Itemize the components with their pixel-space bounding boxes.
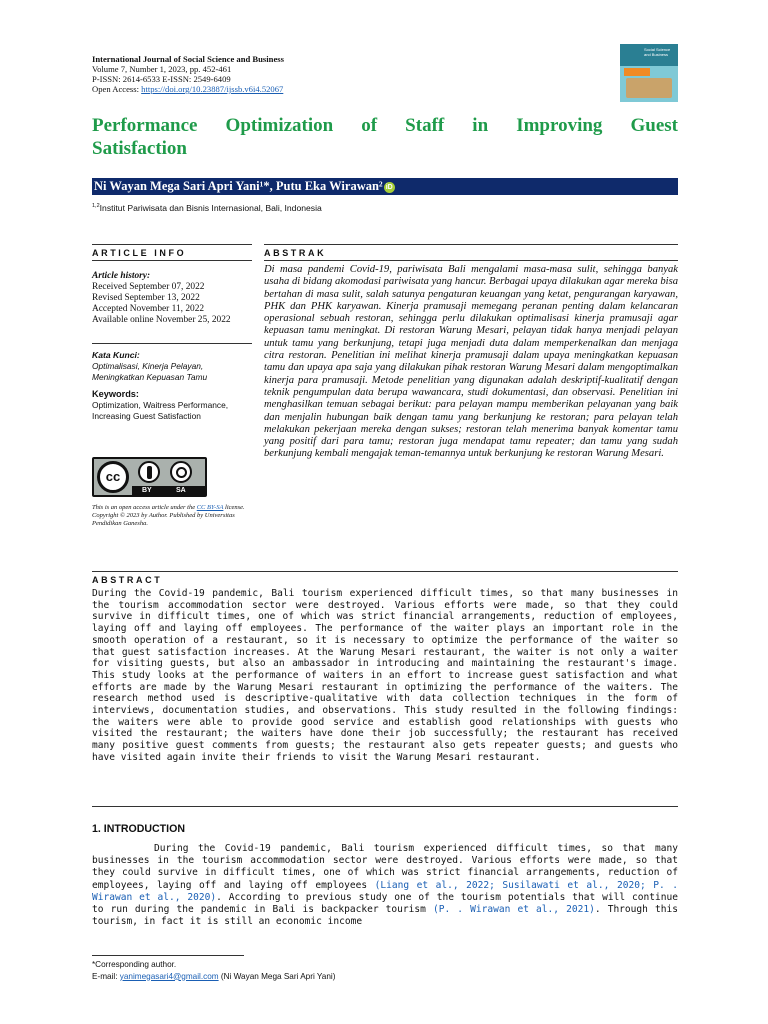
open-access-line <box>92 84 572 94</box>
affiliation-text: Institut Pariwisata dan Bisnis Internasional, Bali, Indonesia <box>99 203 322 213</box>
abstract-text: During the Covid-19 pandemic, Bali tourism experienced difficult times, so that many businesses in the tourism accommodation sector were destroyed. Various efforts were made, so that they could survive in difficult times, one of which was strict financial arrangements, reduction of employees, laying off and laying off employees. The performance of the waiter plays an important role in the smooth operation of a restaurant, so it is necessary to optimize the performance of the waiter so that guest satisfaction increases. At the Warung Mesari restaurant, the waiter is not only a waiter for visiting guests, but also an ambassador in introducing and maintaining the restaurant's image. This study looks at the performance of waiters in an effort to increase guest satisfaction and what efforts are made by the Warung Mesari restaurant in optimizing the performance of the waiters. The research method used is descriptive-qualitative with data collection techniques in the form of interviews, documentation studies, and observations. This study resulted in the following findings: the waiters were able to provide good service and establish good relationships with guests who visited the restaurant; the waiters have done their job successfully; the restaurant has received many positive guest comments from guests; the restaurant also gets repeater guests; and guests who have visited again invite their friends to visit the Warung Mesari restaurant. <box>92 588 678 763</box>
abstrak-heading: ABSTRAK <box>264 248 327 258</box>
cc-by-label: BY <box>142 487 152 494</box>
cc-terms-bar <box>132 486 205 496</box>
footnote <box>92 959 335 982</box>
abstrak-text: Di masa pandemi Covid-19, pariwisata Bali mengalami masa-masa sulit, sehingga banyak usaha di bidang akomodasi pariwisata yang hancur. Berbagai upaya dilakukan agar mereka bisa bertahan di masa sulit, salah satunya pengaturan keuangan yang ketat, pengurangan karyawan, PHK dan PHK karyawan. Kinerja pramusaji memegang peranan penting dalam kelancaran operasional sebuah restoran, sehingga perlu dilakukan optimalisasi kinerja pramusaji agar kepuasan tamu meningkat. Di restoran Warung Mesari, pelayan tidak hanya menjadi pelayan untuk tamu yang berkunjung, tetapi juga menjadi duta dalam memperkenalkan dan menjaga citra restoran. Penelitian ini melihat kinerja pramusaji dalam upaya meningkatkan kepuasan tamu dan upaya apa saja yang dilakukan pihak restoran Warung Mesari dalam mengoptimalkan kinerja para pramusaji. Metode penelitian yang digunakan adalah deskriptif-kualitatif dengan teknik pengumpulan data berupa wawancara, studi dokumentasi, dan observasi. Penelitian ini menghasilkan temuan sebagai berikut: para pelayan mampu memberikan pelayanan yang baik dan menjalin hubungan baik dengan tamu yang berkunjung ke restoran; para pelayan telah melakukan pekerjaan mereka dengan sukses; restoran telah menerima banyak komentar tamu yang positif dari para tamu; restoran juga mendapat tamu repeater; dan tamu yang sudah berkunjung kembali mengajak teman-temannya untuk berkunjung ke restoran Warung Mesari. <box>264 264 678 460</box>
citation-2[interactable]: (P. . Wirawan et al., 2021) <box>432 904 595 916</box>
affiliation <box>92 203 322 213</box>
volume-info: Volume 7, Number 1, 2023, pp. 452-461 <box>92 64 232 74</box>
article-info-column <box>92 271 252 422</box>
doi-link[interactable]: https://doi.org/10.23887/ijssb.v6i4.52067 <box>141 84 284 94</box>
article-info-heading: ARTICLE INFO <box>92 248 187 258</box>
cover-logo <box>624 68 650 76</box>
intro-text-2: . According to previous study one of the tourism potentials that will continue to run during the pandemic in Bali is backpacker tourism <box>92 891 679 916</box>
cc-license-badge[interactable] <box>92 457 207 497</box>
article-info-head-rule <box>92 260 252 261</box>
introduction-heading: 1. INTRODUCTION <box>92 823 185 835</box>
accepted-date: Accepted November 11, 2022 <box>92 304 205 314</box>
abstract-heading: ABSTRACT <box>92 575 163 585</box>
orcid-icon[interactable]: iD <box>385 183 393 191</box>
attribution-icon <box>138 461 160 483</box>
received-date: Received September 07, 2022 <box>92 282 205 292</box>
paper-title-line1: Performance Optimization of Staff in Improving Guest <box>92 115 678 136</box>
intro-text-3: . Through this tourism, in fact it is still an economic income <box>92 904 678 928</box>
cc-logo: cc <box>97 461 129 493</box>
license-text-1: This is an open access article under the <box>92 504 197 511</box>
abstract-top-rule <box>92 571 678 572</box>
cc-sa-label: SA <box>176 487 186 494</box>
cover-image <box>626 78 672 98</box>
citation-1[interactable]: (Liang et al., 2022; Susilawati et al., 2020; P. . Wirawan et al., 2020) <box>92 879 678 903</box>
cc-by-sa-link[interactable]: CC BY-SA <box>196 504 224 511</box>
keywords-values: Optimization, Waitress Performance, Increasing Guest Satisfaction <box>92 400 229 422</box>
email-label: E-mail: <box>92 971 120 981</box>
cover-title: Social Science and Business <box>644 47 671 57</box>
journal-cover-thumbnail <box>620 44 678 102</box>
affiliation-marker: 1,2 <box>92 203 100 210</box>
email-owner: (Ni Wayan Mega Sari Apri Yani) <box>218 971 336 981</box>
journal-header <box>92 54 572 94</box>
issn-info: P-ISSN: 2614-6533 E-ISSN: 2549-6409 <box>92 74 231 84</box>
open-access-label: Open Access: <box>92 84 142 94</box>
paper-title-line2: Satisfaction <box>92 138 187 159</box>
author-names: Ni Wayan Mega Sari Apri Yani¹*, Putu Eka Wirawan² <box>94 179 383 193</box>
footer-rule <box>92 955 244 956</box>
abstract-bottom-rule <box>92 806 678 807</box>
article-info-top-rule <box>92 244 252 245</box>
authors-bar <box>92 178 678 195</box>
revised-date: Revised September 13, 2022 <box>92 293 200 303</box>
history-label: Article history: <box>92 271 151 281</box>
license-text-2: license. <box>223 504 245 511</box>
abstrak-head-rule <box>264 260 678 261</box>
paper-title <box>92 114 678 160</box>
introduction-text <box>92 843 678 928</box>
copyright-text: Copyright © 2023 by Author. Published by Universitas Pendidikan Ganesha. <box>92 512 235 528</box>
keywords-label: Keywords: <box>92 389 139 400</box>
license-text <box>92 504 252 529</box>
email-line <box>92 971 335 983</box>
journal-name: International Journal of Social Science and Business <box>92 54 284 64</box>
intro-text-1: During the Covid-19 pandemic, Bali tourism experienced difficult times, so that many businesses in the tourism accommodation sector were destroyed. Various efforts were made, so that they could survive in difficult times, one of which was strict financial arrangements, reduction of employees, laying off and laying off employees <box>92 843 678 891</box>
kata-kunci-values: Optimalisasi, Kinerja Pelayan, Meningkatkan Kepuasan Tamu <box>92 361 208 382</box>
share-alike-icon <box>170 461 192 483</box>
online-date: Available online November 25, 2022 <box>92 315 231 325</box>
abstrak-top-rule <box>264 244 678 245</box>
kata-kunci-label: Kata Kunci: <box>92 350 140 360</box>
email-link[interactable]: yanimegasari4@gmail.com <box>119 971 219 981</box>
history-rule <box>92 343 252 344</box>
corresponding-author-label: *Corresponding author. <box>92 960 177 969</box>
